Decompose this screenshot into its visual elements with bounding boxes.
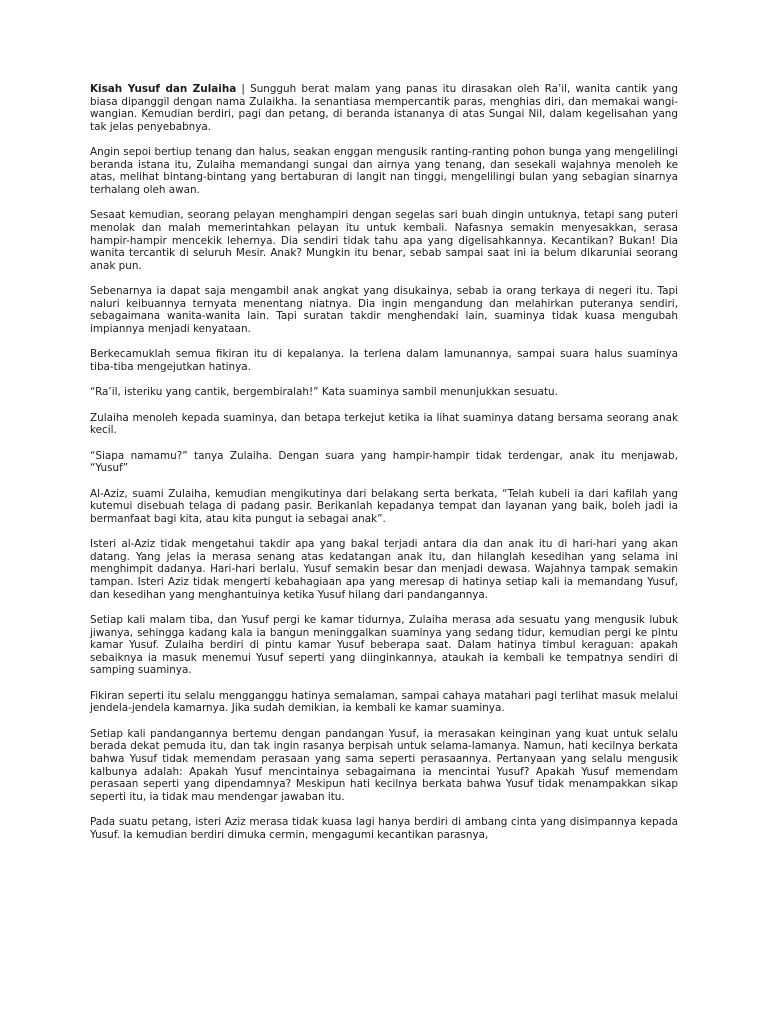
paragraph: “Ra’il, isteriku yang cantik, bergembiralah!” Kata suaminya sambil menunjukkan sesuatu. bbox=[90, 386, 558, 399]
title-separator: | bbox=[236, 83, 251, 95]
paragraph: Al-Aziz, suami Zulaiha, kemudian mengikutinya dari belakang serta berkata, “Telah kubeli ia dari kafilah yang kutemui disebuah telaga di padang pasir. Berikanlah kepadanya tempat dan layanan yang baik, boleh jadi ia bermanfaat bagi kita, atau kita pungut ia sebagai anak”. bbox=[90, 487, 678, 525]
paragraph: Isteri al-Aziz tidak mengetahui takdir apa yang bakal terjadi antara dia dan anak itu di hari-hari yang akan datang. Yang jelas ia merasa senang atas kedatangan anak itu, dan hilanglah kesedihan yang selama ini menghimpit dadanya. Hari-hari berlalu. Yusuf semakin besar dan menjadi dewasa. Wajahnya tampak semakin tampan. Isteri Aziz tidak mengerti kebahagiaan apa yang meresap di hatinya setiap kali ia memandang Yusuf, dan kesedihan yang menghantuinya ketika Yusuf hilang dari pandangannya. bbox=[90, 538, 678, 601]
story-title: Kisah Yusuf dan Zulaiha bbox=[90, 83, 237, 95]
document-body bbox=[90, 83, 678, 854]
paragraph: Setiap kali malam tiba, dan Yusuf pergi ke kamar tidurnya, Zulaiha merasa ada sesuatu yang mengusik lubuk jiwanya, sehingga kadang kala ia bangun meninggalkan suaminya yang sedang tidur, kemudian pergi ke pintu kamar Yusuf. Zulaiha berdiri di pintu kamar Yusuf beberapa saat. Dalam hatinya timbul keraguan: apakah sebaiknya ia masuk menemui Yusuf seperti yang diinginkannya, ataukah ia kembali ke tempatnya sendiri di samping suaminya. bbox=[90, 613, 678, 677]
intro-text: Sungguh berat malam yang panas itu dirasakan oleh Ra’il, wanita cantik yang biasa dipanggil dengan nama Zulaikha. Ia senantiasa mempercantik paras, menghias diri, dan memakai wangi-wangian. Kemudian berdiri, pagi dan petang, di beranda istananya di atas Sungai Nil, dalam kegelisahan yang tak jelas penyebabnya. bbox=[90, 83, 678, 133]
paragraph: Sesaat kemudian, seorang pelayan menghampiri dengan segelas sari buah dingin untuknya, tetapi sang puteri menolak dan malah memerintahkan pelayan itu untuk kembali. Nafasnya semakin menyesakkan, serasa hampir-hampir mencekik lehernya. Dia sendiri tidak tahu apa yang digelisahkannya. Kecantikan? Bukan! Dia wanita tercantik di seluruh Mesir. Anak? Mungkin itu benar, sebab sampai saat ini ia belum dikaruniai seorang anak pun. bbox=[90, 209, 678, 272]
paragraph: Zulaiha menoleh kepada suaminya, dan betapa terkejut ketika ia lihat suaminya datang bersama seorang anak kecil. bbox=[90, 411, 678, 437]
paragraph: Pada suatu petang, isteri Aziz merasa tidak kuasa lagi hanya berdiri di ambang cinta yang disimpannya kepada Yusuf. Ia kemudian berdiri dimuka cermin, mengagumi kecantikan parasnya, bbox=[90, 816, 678, 841]
paragraph: Berkecamuklah semua fikiran itu di kepalanya. Ia terlena dalam lamunannya, sampai suara halus suaminya tiba-tiba mengejutkan hatinya. bbox=[90, 348, 678, 373]
paragraph: Fikiran seperti itu selalu mengganggu hatinya semalaman, sampai cahaya matahari pagi terlihat masuk melalui jendela-jendela kamarnya. Jika sudah demikian, ia kembali ke kamar suaminya. bbox=[90, 689, 678, 715]
paragraph: Angin sepoi bertiup tenang dan halus, seakan enggan mengusik ranting-ranting pohon bunga yang mengelilingi beranda istana itu, Zulaiha memandangi sungai dan airnya yang tenang, dan sesekali wajahnya menoleh ke atas, melihat bintang-bintang yang bertaburan di langit nan tinggi, mengelilingi bulan yang sebagian sinarnya terhalang oleh awan. bbox=[90, 146, 678, 196]
paragraph: Sebenarnya ia dapat saja mengambil anak angkat yang disukainya, sebab ia orang terkaya di negeri itu. Tapi naluri keibuannya ternyata menentang niatnya. Dia ingin mengandung dan melahirkan puteranya sendiri, sebagaimana wanita-wanita lain. Tapi suratan takdir menghendaki lain, suaminya tidak kuasa mengubah impiannya menjadi kenyataan. bbox=[90, 285, 678, 335]
paragraph: “Siapa namamu?” tanya Zulaiha. Dengan suara yang hampir-hampir tidak terdengar, anak itu menjawab, “Yusuf” bbox=[90, 449, 678, 475]
paragraph: Setiap kali pandangannya bertemu dengan pandangan Yusuf, ia merasakan keinginan yang kuat untuk selalu berada dekat pemuda itu, dan tak ingin rasanya berpisah untuk selama-lamanya. Namun, hati kecilnya berkata bahwa Yusuf tidak memendam perasaan yang sama seperti perasaannya. Pertanyaan yang selalu mengusik kalbunya adalah: Apakah Yusuf mencintainya sebagaimana ia mencintai Yusuf? Apakah Yusuf memendam perasaan seperti yang dipendamnya? Meskipun hati kecilnya berkata bahwa Yusuf tidak menampakkan sikap seperti itu, ia tidak mau mendengar jawaban itu. bbox=[90, 727, 678, 803]
intro-paragraph bbox=[90, 83, 678, 133]
